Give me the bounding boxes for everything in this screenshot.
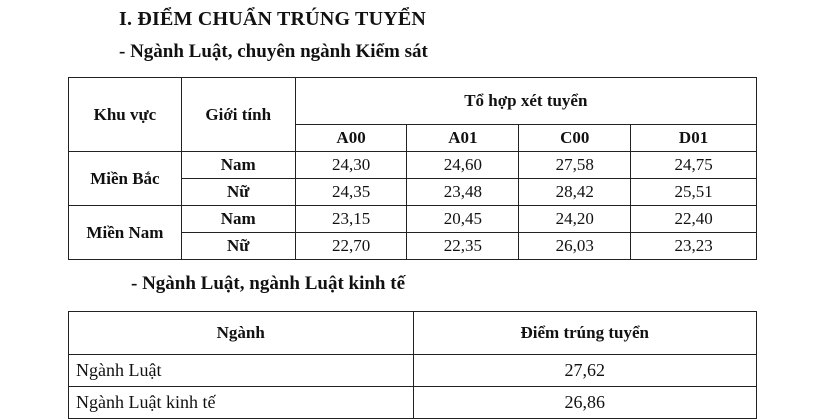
header-admission-score: Điểm trúng tuyển <box>413 312 757 355</box>
table-row <box>69 152 757 179</box>
score-cell: 20,45 <box>407 206 519 233</box>
score-cell: 26,03 <box>519 233 631 260</box>
major-score: 27,62 <box>413 355 757 387</box>
score-cell: 22,70 <box>295 233 407 260</box>
header-combination: Tổ hợp xét tuyển <box>295 78 756 125</box>
score-cell: 24,20 <box>519 206 631 233</box>
score-cell: 24,30 <box>295 152 407 179</box>
region-north: Miền Bắc <box>69 152 182 206</box>
major-name: Ngành Luật kinh tế <box>69 387 414 419</box>
table-row <box>69 387 757 419</box>
section-title-procuracy: - Ngành Luật, chuyên ngành Kiểm sát <box>119 41 428 62</box>
header-combo-a01: A01 <box>407 125 519 152</box>
region-south: Miền Nam <box>69 206 182 260</box>
procuracy-score-table <box>68 77 757 260</box>
score-cell: 22,40 <box>631 206 757 233</box>
gender-cell: Nữ <box>181 233 295 260</box>
score-cell: 24,75 <box>631 152 757 179</box>
major-name: Ngành Luật <box>69 355 414 387</box>
table-row <box>69 355 757 387</box>
law-score-table <box>68 311 757 419</box>
score-cell: 28,42 <box>519 179 631 206</box>
header-combo-a00: A00 <box>295 125 407 152</box>
major-score: 26,86 <box>413 387 757 419</box>
score-cell: 25,51 <box>631 179 757 206</box>
section-title-economic-law: - Ngành Luật, ngành Luật kinh tế <box>131 273 406 294</box>
header-combo-c00: C00 <box>519 125 631 152</box>
header-major: Ngành <box>69 312 414 355</box>
page-heading: I. ĐIỂM CHUẨN TRÚNG TUYỂN <box>119 8 427 30</box>
score-cell: 23,15 <box>295 206 407 233</box>
gender-cell: Nam <box>181 206 295 233</box>
score-cell: 23,23 <box>631 233 757 260</box>
gender-cell: Nữ <box>181 179 295 206</box>
header-gender: Giới tính <box>181 78 295 152</box>
table-row <box>69 206 757 233</box>
gender-cell: Nam <box>181 152 295 179</box>
score-cell: 22,35 <box>407 233 519 260</box>
score-cell: 27,58 <box>519 152 631 179</box>
score-cell: 24,60 <box>407 152 519 179</box>
score-cell: 24,35 <box>295 179 407 206</box>
header-combo-d01: D01 <box>631 125 757 152</box>
score-cell: 23,48 <box>407 179 519 206</box>
header-region: Khu vực <box>69 78 182 152</box>
